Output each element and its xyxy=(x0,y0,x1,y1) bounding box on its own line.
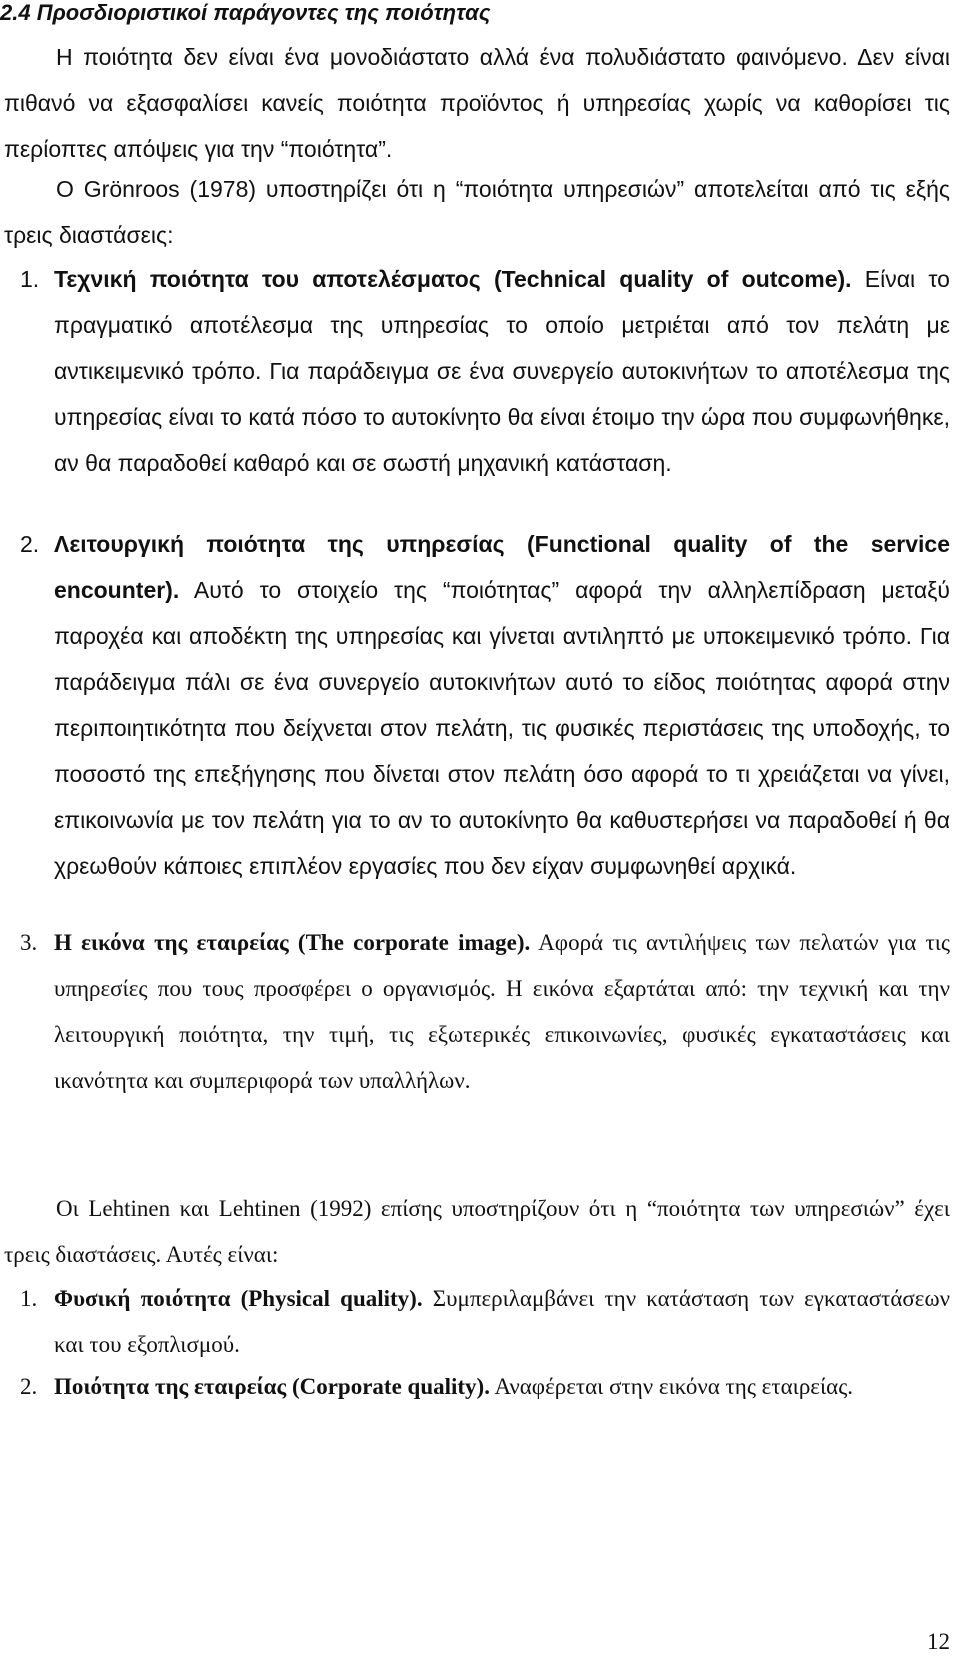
list-item-text: Είναι το πραγματικό αποτέλεσμα της υπηρεσίας το οποίο μετριέται από τον πελάτη με αντικειμενικό τρόπο. Για παράδειγμα σε ένα συνεργείο αυτοκινήτων το αποτέλεσμα της υπηρεσίας είναι το κατά πόσο το αυτοκίνητο θα είναι έτοιμο την ώρα που συμφωνήθηκε, αν θα παραδοθεί καθαρό και σε σωστή μηχανική κατάσταση. xyxy=(54,266,950,476)
section-heading: 2.4 Προσδιοριστικοί παράγοντες της ποιότητας xyxy=(0,0,491,25)
list-item-title: Η εικόνα της εταιρείας (The corporate image). xyxy=(54,930,531,955)
page-number: 12 xyxy=(927,1629,950,1654)
list-item-title: Λειτουργική ποιότητα της υπηρεσίας (Functional quality of the service encounter). xyxy=(54,531,950,603)
list-item-physical-quality xyxy=(20,1276,950,1368)
list-number: 1. xyxy=(20,266,40,292)
list-item-title: Τεχνική ποιότητα του αποτελέσματος (Technical quality of outcome). xyxy=(54,266,852,292)
list-number: 3. xyxy=(20,930,38,955)
list-item-corporate-image xyxy=(20,920,950,1104)
list-item-corporate-quality xyxy=(20,1364,950,1410)
list-number: 1. xyxy=(20,1286,38,1311)
list-item-text: Αφορά τις αντιλήψεις των πελατών για τις υπηρεσίες που τους προσφέρει ο οργανισμός. Η εικόνα εξαρτάται από: την τεχνική και την λειτουργική ποιότητα, την τιμή, τις εξωτερικές επικοινωνίες, φυσικές εγκαταστάσεις και ικανότητα και συμπεριφορά των υπαλλήλων. xyxy=(54,930,950,1093)
list-number: 2. xyxy=(20,531,40,557)
list-item-text: Αυτό το στοιχείο της “ποιότητας” αφορά την αλληλεπίδραση μεταξύ παροχέα και αποδέκτη της υπηρεσίας και γίνεται αντιληπτό με υποκειμενικό τρόπο. Για παράδειγμα πάλι σε ένα συνεργείο αυτοκινήτων αυτό το είδος ποιότητας αφορά στην περιποιητικότητα που δείχνεται στον πελάτη, τις φυσικές περιστάσεις της υποδοχής, το ποσοστό της επεξήγησης που δίνεται στον πελάτη όσο αφορά το τι χρειάζεται να γίνει, επικοινωνία με τον πελάτη για το αν το αυτοκίνητο θα καθυστερήσει να παραδοθεί ή θα χρεωθούν κάποιες επιπλέον εργασίες που δεν είχαν συμφωνηθεί αρχικά. xyxy=(54,577,950,879)
paragraph-lehtinen: Οι Lehtinen και Lehtinen (1992) επίσης υποστηρίζουν ότι η “ποιότητα των υπηρεσιών” έχει τρεις διαστάσεις. Αυτές είναι: xyxy=(4,1196,950,1267)
paragraph-intro: Η ποιότητα δεν είναι ένα μονοδιάστατο αλλά ένα πολυδιάστατο φαινόμενο. Δεν είναι πιθανό να εξασφαλίσει κανείς ποιότητα προϊόντος ή υπηρεσίας χωρίς να καθορίσει τις περίοπτες απόψεις για την “ποιότητα”. xyxy=(4,44,950,162)
list-item-title: Φυσική ποιότητα (Physical quality). xyxy=(54,1286,423,1311)
list-item-technical-quality xyxy=(20,256,950,486)
list-item-functional-quality xyxy=(20,521,950,889)
paragraph-gronroos: Ο Grönroos (1978) υποστηρίζει ότι η “ποιότητα υπηρεσιών” αποτελείται από τις εξής τρεις διαστάσεις: xyxy=(4,176,950,248)
list-item-text: Συμπεριλαμβάνει την κατάσταση των εγκαταστάσεων και του εξοπλισμού. xyxy=(54,1286,950,1357)
list-item-text: Αναφέρεται στην εικόνα της εταιρείας. xyxy=(489,1374,854,1399)
list-number: 2. xyxy=(20,1374,38,1399)
list-item-title: Ποιότητα της εταιρείας (Corporate quality). xyxy=(54,1374,490,1399)
